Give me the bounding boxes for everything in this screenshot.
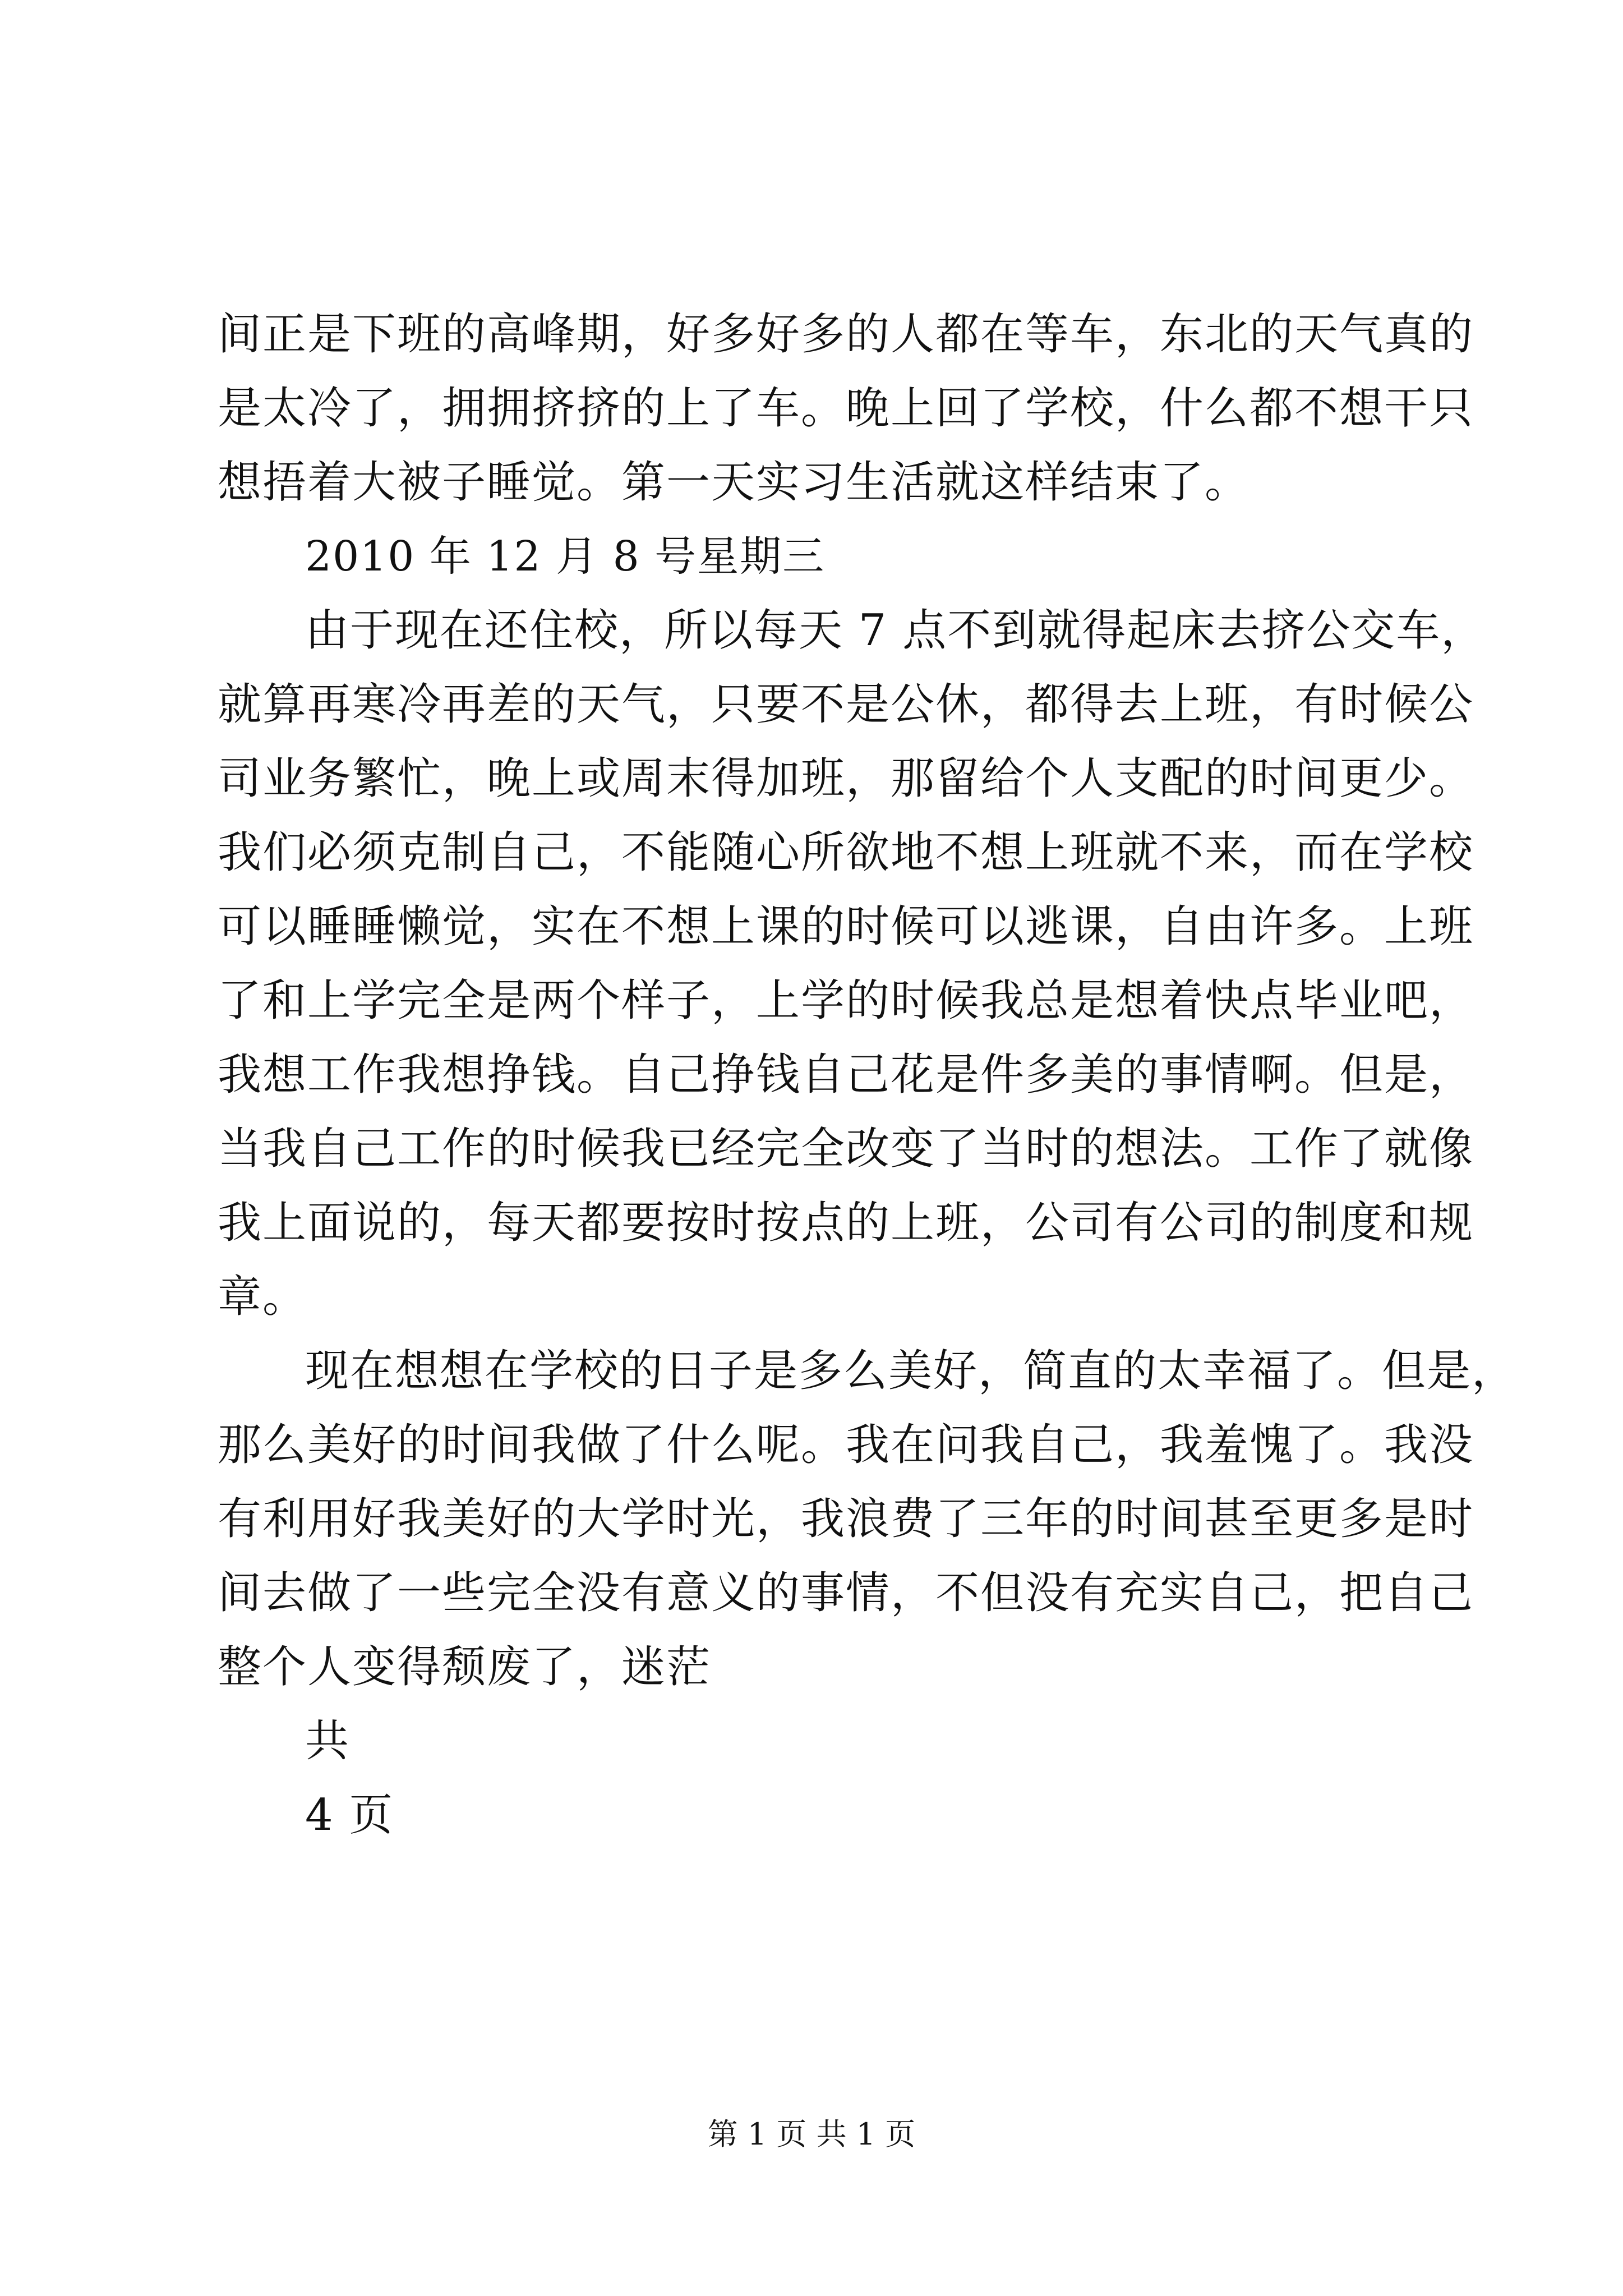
text-line: 想捂着大被子睡觉。第一天实习生活就这样结束了。 [218, 457, 1250, 508]
text-line: 现在想想在学校的日子是多么美好，简直的太幸福了。但是， [305, 1346, 1517, 1396]
page-count-value: 4 页 [305, 1790, 394, 1841]
text-line: 就算再寒冷再差的天气，只要不是公休，都得去上班，有时候公 [218, 679, 1474, 730]
text-line: 我们必须克制自己，不能随心所欲地不想上班就不来，而在学校 [218, 827, 1474, 878]
date-heading: 2010 年 12 月 8 号星期三 [305, 532, 826, 581]
text-line: 司业务繁忙，晚上或周末得加班，那留给个人支配的时间更少。 [218, 753, 1474, 804]
page-count-label: 共 [305, 1716, 351, 1766]
text-line: 间正是下班的高峰期，好多好多的人都在等车，东北的天气真的 [218, 309, 1474, 360]
text-line: 间去做了一些完全没有意义的事情，不但没有充实自己，把自己 [218, 1568, 1474, 1618]
text-line: 是太冷了，拥拥挤挤的上了车。晚上回了学校，什么都不想干只 [218, 383, 1474, 434]
text-line: 当我自己工作的时候我已经完全改变了当时的想法。工作了就像 [218, 1124, 1474, 1174]
text-line: 我上面说的，每天都要按时按点的上班，公司有公司的制度和规 [218, 1198, 1474, 1248]
page-footer: 第 1 页 共 1 页 [707, 2116, 916, 2152]
text-line: 我想工作我想挣钱。自己挣钱自己花是件多美的事情啊。但是， [218, 1050, 1474, 1100]
text-line: 可以睡睡懒觉，实在不想上课的时候可以逃课，自由许多。上班 [218, 901, 1474, 952]
text-line: 由于现在还住校，所以每天 7 点不到就得起床去挤公交车， [305, 605, 1486, 656]
text-line: 那么美好的时间我做了什么呢。我在问我自己，我羞愧了。我没 [218, 1420, 1474, 1470]
document-body [218, 297, 1517, 1852]
text-line: 章。 [218, 1272, 308, 1322]
text-line: 整个人变得颓废了，迷茫 [218, 1642, 712, 1692]
text-line: 有利用好我美好的大学时光，我浪费了三年的时间甚至更多是时 [218, 1494, 1474, 1544]
text-line: 了和上学完全是两个样子，上学的时候我总是想着快点毕业吧， [218, 976, 1474, 1026]
